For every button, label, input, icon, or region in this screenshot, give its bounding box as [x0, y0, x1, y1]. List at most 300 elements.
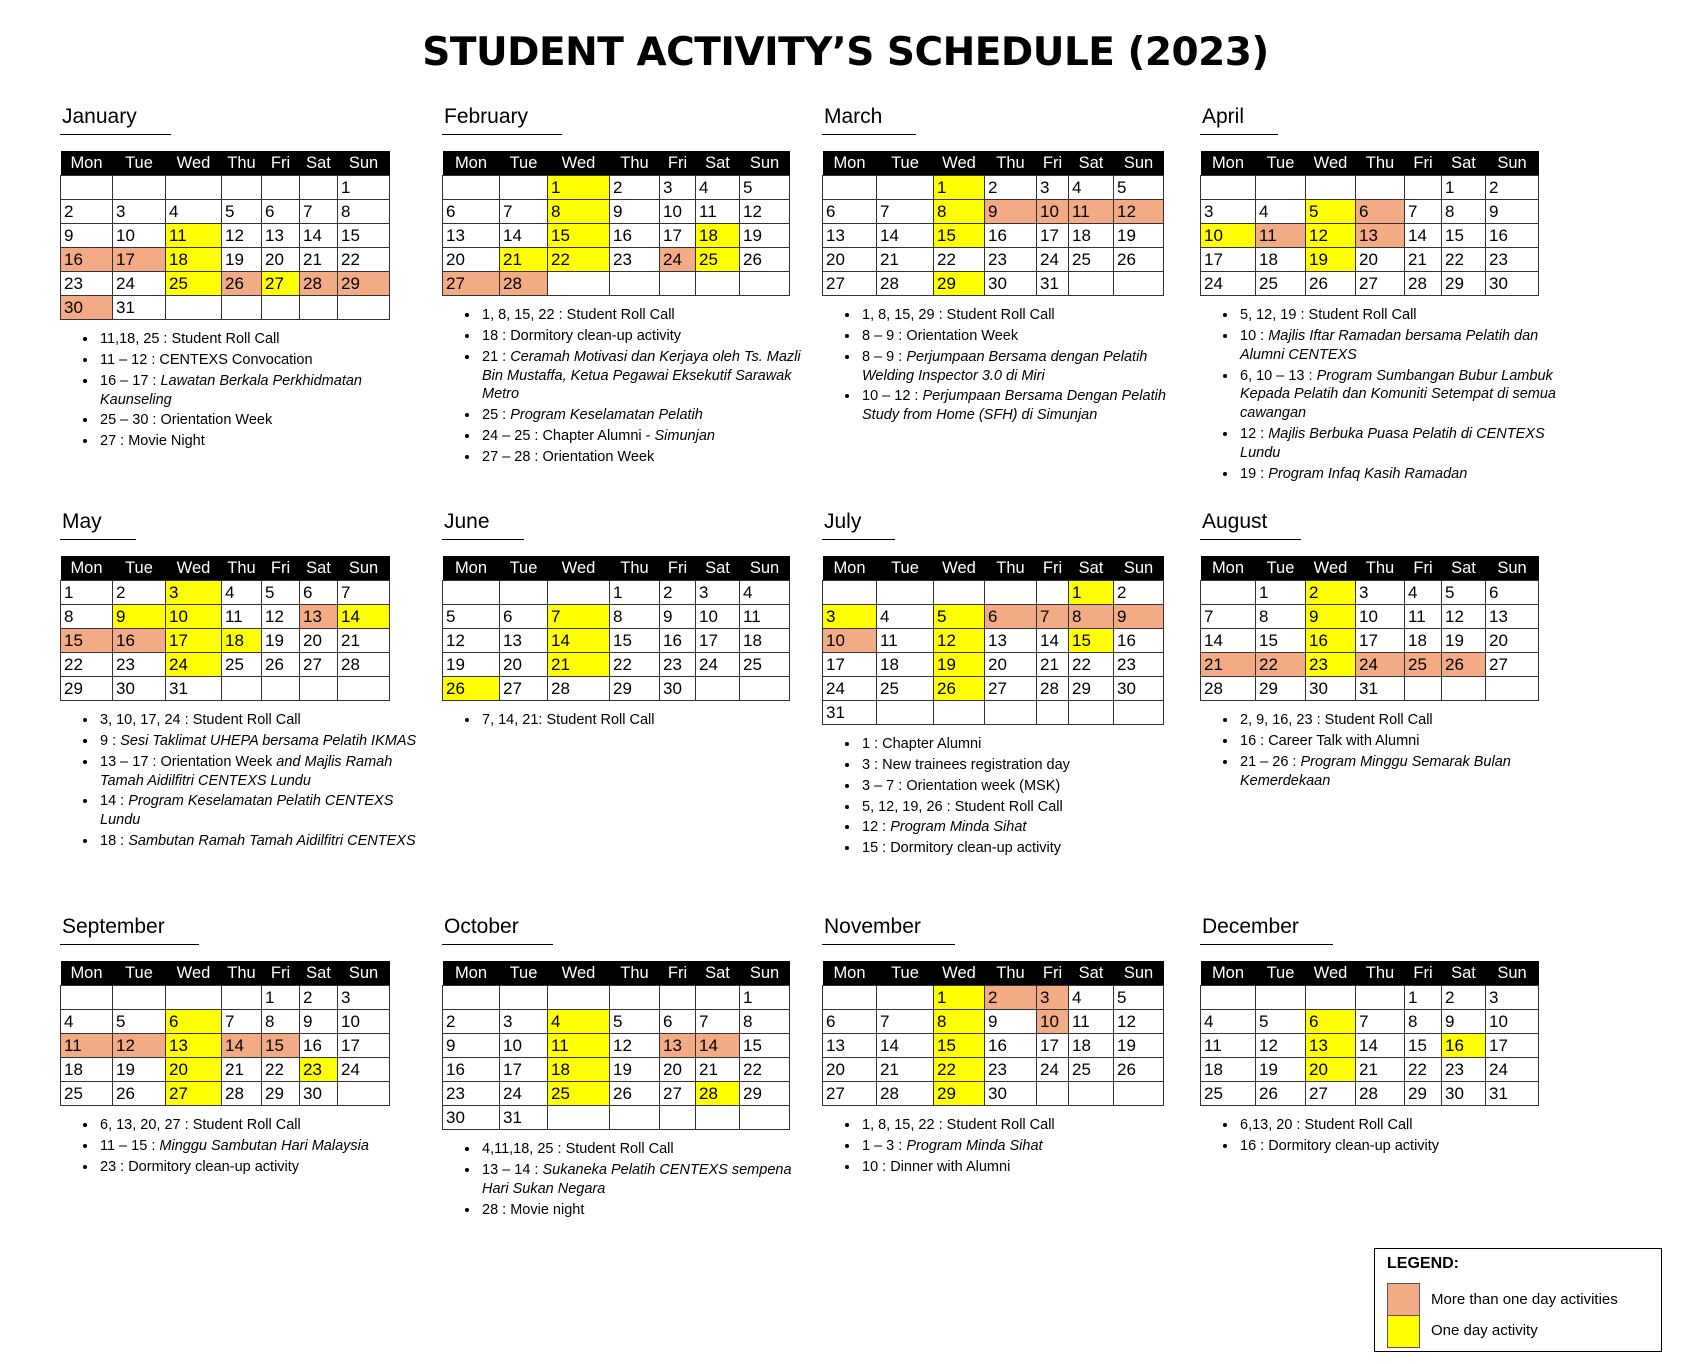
day-cell: 22	[934, 1058, 985, 1082]
day-cell: 2	[610, 176, 660, 200]
page-title: STUDENT ACTIVITY’S SCHEDULE (2023)	[422, 30, 1269, 75]
month-name: June	[442, 510, 524, 540]
day-cell: 6	[1486, 581, 1539, 605]
day-cell: 11	[740, 605, 790, 629]
weekday-header: Tue	[500, 151, 548, 176]
weekday-header: Fri	[660, 556, 696, 581]
day-cell: 4	[61, 1010, 113, 1034]
day-cell: 2	[443, 1010, 500, 1034]
month-january	[60, 105, 420, 453]
weekday-header: Sun	[338, 151, 390, 176]
empty-cell	[1114, 701, 1164, 725]
month-august	[1200, 510, 1560, 792]
weekday-header: Thu	[1356, 961, 1405, 986]
day-cell: 15	[1256, 629, 1306, 653]
empty-cell	[500, 581, 548, 605]
day-cell: 16	[1306, 629, 1356, 653]
empty-cell	[1306, 176, 1356, 200]
activity-note: • 16 : Career Talk with Alumni	[1238, 732, 1560, 751]
day-cell: 20	[262, 248, 300, 272]
day-cell: 4	[1256, 200, 1306, 224]
day-cell: 24	[696, 653, 740, 677]
weekday-header: Sun	[740, 556, 790, 581]
month-calendar	[442, 151, 790, 296]
day-cell: 9	[1114, 605, 1164, 629]
empty-cell	[338, 1082, 390, 1106]
day-cell: 6	[1306, 1010, 1356, 1034]
day-cell: 6	[1356, 200, 1405, 224]
day-cell: 5	[262, 581, 300, 605]
month-march	[822, 105, 1182, 427]
day-cell: 30	[1306, 677, 1356, 701]
day-cell: 23	[610, 248, 660, 272]
weekday-header: Sat	[300, 961, 338, 986]
day-cell: 18	[696, 224, 740, 248]
day-cell: 25	[1256, 272, 1306, 296]
empty-cell	[262, 176, 300, 200]
empty-cell	[338, 677, 390, 701]
day-cell: 16	[61, 248, 113, 272]
day-cell: 8	[1069, 605, 1114, 629]
empty-cell	[877, 701, 934, 725]
day-cell: 18	[1069, 224, 1114, 248]
day-cell: 23	[1114, 653, 1164, 677]
activity-notes	[60, 330, 420, 451]
activity-notes	[442, 306, 802, 467]
day-cell: 5	[1306, 200, 1356, 224]
day-cell: 9	[660, 605, 696, 629]
day-cell: 30	[1442, 1082, 1486, 1106]
day-cell: 24	[1037, 1058, 1069, 1082]
day-cell: 25	[1405, 653, 1442, 677]
day-cell: 29	[740, 1082, 790, 1106]
day-cell: 20	[1356, 248, 1405, 272]
activity-note: • 5, 12, 19 : Student Roll Call	[1238, 306, 1560, 325]
day-cell: 6	[660, 1010, 696, 1034]
day-cell: 31	[113, 296, 166, 320]
day-cell: 1	[610, 581, 660, 605]
weekday-header: Sat	[300, 556, 338, 581]
activity-note: • 11,18, 25 : Student Roll Call	[98, 330, 420, 349]
month-name: November	[822, 915, 955, 945]
day-cell: 28	[696, 1082, 740, 1106]
day-cell: 22	[934, 248, 985, 272]
day-cell: 10	[1486, 1010, 1539, 1034]
activity-note: • 9 : Sesi Taklimat UHEPA bersama Pelatih IKMAS	[98, 732, 420, 751]
empty-cell	[1069, 1082, 1114, 1106]
empty-cell	[877, 986, 934, 1010]
day-cell: 20	[1306, 1058, 1356, 1082]
day-cell: 1	[934, 986, 985, 1010]
day-cell: 28	[1201, 677, 1256, 701]
day-cell: 3	[660, 176, 696, 200]
day-cell: 16	[660, 629, 696, 653]
day-cell: 5	[113, 1010, 166, 1034]
day-cell: 8	[1442, 200, 1486, 224]
activity-notes	[1200, 1116, 1560, 1156]
empty-cell	[1256, 986, 1306, 1010]
day-cell: 3	[500, 1010, 548, 1034]
day-cell: 8	[740, 1010, 790, 1034]
day-cell: 26	[222, 272, 262, 296]
day-cell: 28	[877, 272, 934, 296]
day-cell: 6	[823, 1010, 877, 1034]
day-cell: 28	[1037, 677, 1069, 701]
activity-note: • 8 – 9 : Perjumpaan Bersama dengan Pelatih Welding Inspector 3.0 di Miri	[860, 348, 1182, 386]
weekday-header: Fri	[262, 556, 300, 581]
day-cell: 27	[300, 653, 338, 677]
weekday-header: Wed	[1306, 151, 1356, 176]
weekday-header: Sat	[300, 151, 338, 176]
day-cell: 20	[823, 1058, 877, 1082]
empty-cell	[61, 176, 113, 200]
day-cell: 29	[934, 1082, 985, 1106]
day-cell: 21	[696, 1058, 740, 1082]
day-cell: 7	[1405, 200, 1442, 224]
day-cell: 26	[1306, 272, 1356, 296]
day-cell: 9	[300, 1010, 338, 1034]
month-july	[822, 510, 1182, 860]
day-cell: 20	[660, 1058, 696, 1082]
day-cell: 8	[934, 200, 985, 224]
empty-cell	[262, 677, 300, 701]
empty-cell	[222, 986, 262, 1010]
day-cell: 12	[262, 605, 300, 629]
day-cell: 26	[1114, 1058, 1164, 1082]
weekday-header: Sat	[1442, 961, 1486, 986]
day-cell: 22	[1442, 248, 1486, 272]
day-cell: 25	[696, 248, 740, 272]
empty-cell	[1069, 272, 1114, 296]
day-cell: 23	[113, 653, 166, 677]
activity-note: • 1, 8, 15, 22 : Student Roll Call	[480, 306, 802, 325]
empty-cell	[166, 986, 222, 1010]
day-cell: 28	[338, 653, 390, 677]
month-november	[822, 915, 1182, 1179]
activity-note: • 25 – 30 : Orientation Week	[98, 411, 420, 430]
weekday-header: Mon	[1201, 556, 1256, 581]
day-cell: 20	[500, 653, 548, 677]
empty-cell	[548, 272, 610, 296]
day-cell: 17	[1037, 224, 1069, 248]
activity-notes	[442, 1140, 802, 1219]
day-cell: 13	[1356, 224, 1405, 248]
weekday-header: Sun	[1114, 151, 1164, 176]
day-cell: 29	[1405, 1082, 1442, 1106]
weekday-header: Mon	[443, 961, 500, 986]
day-cell: 19	[1114, 1034, 1164, 1058]
day-cell: 23	[660, 653, 696, 677]
month-calendar	[1200, 556, 1539, 701]
day-cell: 30	[660, 677, 696, 701]
activity-note: • 23 : Dormitory clean-up activity	[98, 1158, 420, 1177]
weekday-header: Tue	[113, 961, 166, 986]
day-cell: 16	[1442, 1034, 1486, 1058]
weekday-header: Mon	[1201, 961, 1256, 986]
empty-cell	[1037, 701, 1069, 725]
day-cell: 27	[262, 272, 300, 296]
legend	[1374, 1248, 1662, 1352]
day-cell: 6	[166, 1010, 222, 1034]
empty-cell	[1201, 176, 1256, 200]
day-cell: 19	[443, 653, 500, 677]
day-cell: 8	[934, 1010, 985, 1034]
day-cell: 21	[877, 248, 934, 272]
day-cell: 21	[500, 248, 548, 272]
empty-cell	[222, 677, 262, 701]
month-calendar	[822, 961, 1164, 1106]
weekday-header: Sat	[1069, 961, 1114, 986]
day-cell: 7	[548, 605, 610, 629]
activity-note: • 24 – 25 : Chapter Alumni - Simunjan	[480, 427, 802, 446]
day-cell: 28	[500, 272, 548, 296]
empty-cell	[300, 677, 338, 701]
empty-cell	[113, 986, 166, 1010]
weekday-header: Sun	[740, 961, 790, 986]
weekday-header: Sun	[1486, 556, 1539, 581]
weekday-header: Sat	[1442, 556, 1486, 581]
day-cell: 22	[740, 1058, 790, 1082]
day-cell: 5	[222, 200, 262, 224]
activity-notes	[822, 1116, 1182, 1177]
day-cell: 23	[1486, 248, 1539, 272]
weekday-header: Fri	[1405, 556, 1442, 581]
weekday-header: Sat	[696, 151, 740, 176]
day-cell: 9	[985, 1010, 1037, 1034]
day-cell: 1	[338, 176, 390, 200]
day-cell: 18	[61, 1058, 113, 1082]
empty-cell	[548, 1106, 610, 1130]
day-cell: 14	[1037, 629, 1069, 653]
activity-note: • 13 – 14 : Sukaneka Pelatih CENTEXS sempena Hari Sukan Negara	[480, 1161, 802, 1199]
day-cell: 19	[610, 1058, 660, 1082]
day-cell: 23	[1306, 653, 1356, 677]
weekday-header: Fri	[1037, 961, 1069, 986]
activity-note: • 3, 10, 17, 24 : Student Roll Call	[98, 711, 420, 730]
day-cell: 9	[1306, 605, 1356, 629]
day-cell: 15	[1069, 629, 1114, 653]
activity-note: • 2, 9, 16, 23 : Student Roll Call	[1238, 711, 1560, 730]
day-cell: 28	[1405, 272, 1442, 296]
day-cell: 13	[443, 224, 500, 248]
day-cell: 13	[823, 224, 877, 248]
day-cell: 13	[500, 629, 548, 653]
weekday-header: Mon	[443, 151, 500, 176]
day-cell: 9	[443, 1034, 500, 1058]
weekday-header: Fri	[660, 151, 696, 176]
day-cell: 7	[500, 200, 548, 224]
activity-note: • 27 – 28 : Orientation Week	[480, 448, 802, 467]
day-cell: 11	[1256, 224, 1306, 248]
day-cell: 4	[1069, 176, 1114, 200]
day-cell: 13	[1306, 1034, 1356, 1058]
empty-cell	[610, 986, 660, 1010]
day-cell: 5	[934, 605, 985, 629]
day-cell: 5	[1256, 1010, 1306, 1034]
day-cell: 20	[166, 1058, 222, 1082]
weekday-header: Tue	[877, 556, 934, 581]
day-cell: 1	[740, 986, 790, 1010]
day-cell: 23	[443, 1082, 500, 1106]
weekday-header: Thu	[610, 961, 660, 986]
day-cell: 26	[1442, 653, 1486, 677]
day-cell: 11	[1069, 1010, 1114, 1034]
empty-cell	[338, 296, 390, 320]
day-cell: 5	[740, 176, 790, 200]
day-cell: 25	[222, 653, 262, 677]
weekday-header: Sat	[1069, 556, 1114, 581]
day-cell: 21	[1405, 248, 1442, 272]
day-cell: 17	[1486, 1034, 1539, 1058]
weekday-header: Sun	[1486, 151, 1539, 176]
day-cell: 1	[1405, 986, 1442, 1010]
weekday-header: Tue	[877, 151, 934, 176]
day-cell: 14	[877, 224, 934, 248]
empty-cell	[610, 272, 660, 296]
day-cell: 5	[443, 605, 500, 629]
weekday-header: Thu	[1356, 151, 1405, 176]
day-cell: 3	[1037, 176, 1069, 200]
day-cell: 15	[262, 1034, 300, 1058]
activity-note: • 25 : Program Keselamatan Pelatih	[480, 406, 802, 425]
activity-note: • 5, 12, 19, 26 : Student Roll Call	[860, 798, 1182, 817]
day-cell: 12	[1114, 1010, 1164, 1034]
activity-note: • 14 : Program Keselamatan Pelatih CENTEXS Lundu	[98, 792, 420, 830]
empty-cell	[696, 986, 740, 1010]
empty-cell	[1201, 986, 1256, 1010]
day-cell: 14	[548, 629, 610, 653]
day-cell: 15	[934, 224, 985, 248]
day-cell: 15	[61, 629, 113, 653]
day-cell: 12	[1442, 605, 1486, 629]
day-cell: 22	[262, 1058, 300, 1082]
day-cell: 13	[262, 224, 300, 248]
day-cell: 29	[1256, 677, 1306, 701]
weekday-header: Wed	[934, 961, 985, 986]
weekday-header: Wed	[548, 961, 610, 986]
day-cell: 19	[262, 629, 300, 653]
day-cell: 31	[1037, 272, 1069, 296]
legend-swatch-multi-day	[1387, 1283, 1420, 1316]
weekday-header: Mon	[1201, 151, 1256, 176]
day-cell: 12	[222, 224, 262, 248]
day-cell: 18	[1201, 1058, 1256, 1082]
day-cell: 24	[113, 272, 166, 296]
day-cell: 13	[823, 1034, 877, 1058]
weekday-header: Wed	[166, 556, 222, 581]
empty-cell	[262, 296, 300, 320]
day-cell: 14	[300, 224, 338, 248]
day-cell: 8	[262, 1010, 300, 1034]
day-cell: 10	[338, 1010, 390, 1034]
day-cell: 12	[1256, 1034, 1306, 1058]
day-cell: 24	[1486, 1058, 1539, 1082]
day-cell: 9	[1486, 200, 1539, 224]
empty-cell	[877, 176, 934, 200]
day-cell: 25	[877, 677, 934, 701]
month-name: May	[60, 510, 136, 540]
day-cell: 4	[166, 200, 222, 224]
day-cell: 19	[1442, 629, 1486, 653]
empty-cell	[1442, 677, 1486, 701]
day-cell: 14	[1201, 629, 1256, 653]
day-cell: 13	[660, 1034, 696, 1058]
day-cell: 27	[660, 1082, 696, 1106]
day-cell: 11	[166, 224, 222, 248]
day-cell: 3	[1356, 581, 1405, 605]
activity-note: • 4,11,18, 25 : Student Roll Call	[480, 1140, 802, 1159]
day-cell: 30	[300, 1082, 338, 1106]
day-cell: 2	[985, 176, 1037, 200]
day-cell: 20	[443, 248, 500, 272]
empty-cell	[934, 581, 985, 605]
day-cell: 16	[443, 1058, 500, 1082]
day-cell: 1	[1442, 176, 1486, 200]
month-june	[442, 510, 802, 732]
day-cell: 12	[1306, 224, 1356, 248]
weekday-header: Tue	[113, 556, 166, 581]
day-cell: 25	[61, 1082, 113, 1106]
empty-cell	[300, 296, 338, 320]
weekday-header: Thu	[610, 151, 660, 176]
empty-cell	[877, 581, 934, 605]
day-cell: 21	[1356, 1058, 1405, 1082]
weekday-header: Wed	[166, 151, 222, 176]
month-may	[60, 510, 420, 853]
day-cell: 21	[222, 1058, 262, 1082]
day-cell: 7	[1201, 605, 1256, 629]
day-cell: 15	[548, 224, 610, 248]
weekday-header: Mon	[61, 151, 113, 176]
month-calendar	[1200, 961, 1539, 1106]
empty-cell	[1256, 176, 1306, 200]
activity-note: • 6, 13, 20, 27 : Student Roll Call	[98, 1116, 420, 1135]
day-cell: 25	[1069, 1058, 1114, 1082]
month-september	[60, 915, 420, 1179]
day-cell: 19	[934, 653, 985, 677]
month-april	[1200, 105, 1560, 486]
weekday-header: Sat	[1069, 151, 1114, 176]
weekday-header: Sun	[1486, 961, 1539, 986]
day-cell: 30	[985, 1082, 1037, 1106]
weekday-header: Tue	[500, 961, 548, 986]
day-cell: 31	[1486, 1082, 1539, 1106]
day-cell: 29	[610, 677, 660, 701]
day-cell: 9	[113, 605, 166, 629]
day-cell: 16	[113, 629, 166, 653]
day-cell: 14	[696, 1034, 740, 1058]
day-cell: 26	[1114, 248, 1164, 272]
day-cell: 11	[1405, 605, 1442, 629]
weekday-header: Thu	[985, 556, 1037, 581]
weekday-header: Tue	[877, 961, 934, 986]
day-cell: 4	[1201, 1010, 1256, 1034]
empty-cell	[222, 296, 262, 320]
empty-cell	[985, 701, 1037, 725]
day-cell: 10	[166, 605, 222, 629]
day-cell: 19	[113, 1058, 166, 1082]
empty-cell	[985, 581, 1037, 605]
activity-notes	[1200, 711, 1560, 790]
day-cell: 7	[696, 1010, 740, 1034]
day-cell: 3	[166, 581, 222, 605]
day-cell: 14	[1356, 1034, 1405, 1058]
empty-cell	[548, 986, 610, 1010]
activity-note: • 18 : Dormitory clean-up activity	[480, 327, 802, 346]
activity-note: • 8 – 9 : Orientation Week	[860, 327, 1182, 346]
day-cell: 9	[61, 224, 113, 248]
day-cell: 17	[338, 1034, 390, 1058]
